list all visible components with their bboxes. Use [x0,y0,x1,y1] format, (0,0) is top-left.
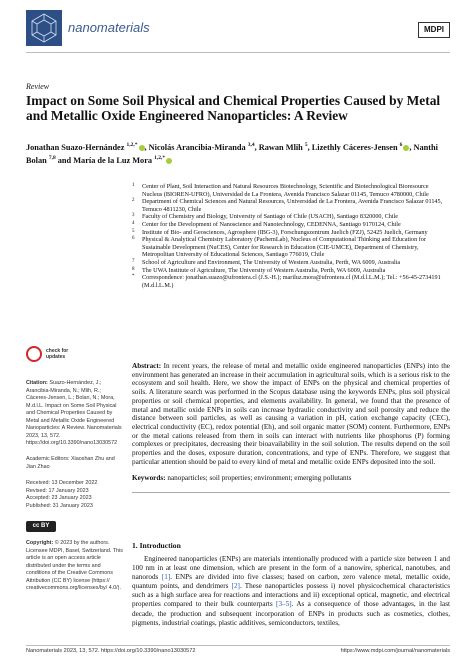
cc-license-badge[interactable]: cc BY [26,521,56,532]
section-heading: 1. Introduction [132,541,181,550]
affiliation-item [132,229,450,237]
editors-text: Xiaoshan Zhu and Jian Zhao [26,456,115,470]
ref-link-1[interactable]: [1] [161,573,171,582]
affiliation-number: 5 [132,228,135,234]
affiliation-text: Center of Plant, Soil Interaction and Natural Resources Biotechnology, Scientific and Biotechnological Bioresource Nucleus (BIOREN-UFRO), Universidad de La Frontera, Avenida Francisco Salazar 01145, Temuco 4780000, Chile [142,183,429,198]
keywords [132,474,450,483]
editors-block [26,456,124,471]
affiliation-item [132,221,450,229]
affiliation-text: Center for the Development of Nanoscience and Nanotechnology, CEDENNA, Santiago 9170124, Chile [142,220,401,228]
footer-journal-link[interactable]: https://www.mdpi.com/journal/nanomaterials [340,648,450,654]
author-name: , Rawan Mlih [254,142,305,152]
footer-divider [26,645,450,646]
author-name: Jonathan Suazo-Hernández [26,142,127,152]
affiliation-number: 2 [132,198,135,204]
author-name: , Lizethly Cáceres-Jensen [307,142,400,152]
affiliation-text: School of Agriculture and Environment, The University of Western Australia, Perth, WA 6009, Australia [142,258,401,266]
check-updates-line2: updates [46,354,66,360]
dates-block [26,480,124,510]
intro-text-2: . ENPs are divided into five classes; based on carbon, zero valence metal, metallic oxide, quantum points, and dendrimers [132,573,450,591]
keywords-label: Keywords: [132,474,166,482]
abstract [132,362,450,466]
affiliation-number: 3 [132,213,135,219]
author-name: and María de la Luz Mora [55,155,155,165]
keywords-text: nanoparticles; soil properties; environment; emerging pollutants [167,474,352,482]
citation-text: Suazo-Hernández, J.; Arancibia-Miranda, N.; Mlih, R.; Cáceres-Jensen, L.; Bolan, N.; Mora, M.d.l.L. Impact on Some Soil Physical and Chemical Properties Caused by Metal and Metallic Oxide Engineered Nanoparticles: A Review. Nanomaterials 2023, 13, 572. https://doi.org/10.3390/nano13030572 [26,380,122,446]
affiliation-item [132,183,450,198]
author-name: , Nicolás Arancibia-Miranda [144,142,248,152]
article-type: Review [26,82,50,91]
intro-text-1: Engineered nanoparticles (ENPs) are materials intentionally produced with a particle size between 1 and 100 nm in at least one dimension, which are present in the form of a nanowire, spherical, nanotubes, and nanorods [132,555,450,582]
author-name: , Nanthi Bolan [26,142,438,165]
affiliation-text: The UWA Institute of Agriculture, The University of Western Australia, Perth, WA 6009, Australia [142,266,386,274]
author-affiliation-marker: 1,2,* [154,154,166,161]
author-affiliation-marker: 6 [399,142,403,148]
author-affiliation-marker: 7,8 [48,154,56,161]
date-row: Accepted: 23 January 2023 [26,495,92,501]
author-list [26,140,446,166]
intro-paragraph [132,555,450,628]
copyright-text: © 2023 by the authors. Licensee MDPI, Basel, Switzerland. This article is an open access article distributed under the terms and conditions of the Creative Commons Attribution (CC BY) license (https:// creativecommons.org/licenses/by/ 4.0/). [26,540,123,591]
affiliation-text: Department of Chemical Sciences and Natural Resources, Universidad de La Frontera, Avenida Francisco Salazar 01145, Temuco 4811230, Chile [142,198,443,213]
affiliation-text: Institute of Bio- and Geosciences, Agrosphere (IBG-3), Forschungszentrum Juelich (FZJ), 52425 Juelich, Germany [142,228,428,236]
abstract-text: In recent years, the release of metal and metallic oxide engineered nanoparticles (ENPs) into the environment has generated an increase in their accumulation in agricultural soils, which is a serious risk to the ecosystem and soil health. Here, we show the impact of ENPs on the physical and chemical properties of soils. A literature search was performed in the Scopus database using the keywords ENPs, plus soil physical properties or soil chemical properties, and elements availability. In general, we found that the presence of metal and metallic oxide ENPs in soils can increase hydraulic conductivity and soil porosity and reduce the distance between soil particles, as well as causing a variation in pH, cation exchange capacity (CEC), electrical conductivity (EC), redox potential (Eh), and soil organic matter (SOM) content. Furthermore, ENPs or the metal cations released from them in soils can interact with nutrients like phosphorus (P) forming complexes or precipitates, decreasing their bioavailability in the soil solution. The results depend on the soil properties and the doses, exposure duration, concentrations, and type of ENPs. Therefore, we suggest that particular attention should be paid to every kind of metal and metallic oxide ENPs deposited into the soil. [132,362,450,466]
affiliation-text: Correspondence: jonathan.suazo@ufrontera.cl (J.S.-H.); mariluz.mora@ufrontera.cl (M.d.l.L.M.); Tel.: +56-45-2734191 (M.d.l.L.M.) [142,274,441,289]
crossmark-icon [26,346,42,362]
date-row: Published: 31 January 2023 [26,502,93,509]
affiliation-item [132,259,450,267]
date-row: Received: 13 December 2022 [26,480,98,486]
affiliation-item [132,213,450,221]
affiliation-item [132,267,450,275]
date-row: Revised: 17 January 2023 [26,487,89,494]
author-affiliation-marker: 3,4 [247,142,255,148]
affiliation-number: 1 [132,183,135,188]
ref-link-2[interactable]: [2] [231,582,240,591]
nanomaterials-logo-icon [26,10,62,46]
citation-label: Citation: [26,380,48,386]
journal-header [26,10,450,50]
affiliations [132,183,450,289]
publisher-logo: MDPI [418,22,450,38]
affiliation-item [132,274,450,289]
article-title: Impact on Some Soil Physical and Chemical Properties Caused by Metal and Metallic Oxide Engineered Nanoparticles: A Review [26,93,441,123]
affiliation-number: * [132,274,135,280]
editors-label: Academic Editors: [26,456,70,462]
check-for-updates-button[interactable] [26,346,86,366]
page-footer [26,648,450,654]
check-updates-line1: check for [46,348,69,354]
author-affiliation-marker: 1,2,* [126,142,138,148]
copyright-label: Copyright: [26,540,54,546]
affiliation-text: Faculty of Chemistry and Biology, University of Santiago of Chile (USACH), Santiago 8320000, Chile [142,213,399,221]
journal-name: nanomaterials [68,20,150,35]
intro-text-4: . As a consequence of those advantages, in the last decade, the production and subsequent incorporation of ENPs in products such as cosmetics, clothes, pigments, industrial coatings, plastic additives, semiconductors, textiles, [132,600,450,627]
affiliation-number: 7 [132,258,135,264]
header-divider [26,52,450,53]
affiliation-text: Physical & Analytical Chemistry Laboratory (PachemLab), Nucleus of Computational Thinking and Education for Sustainable Development (NuCES), Center for Research in Education (CIE-UMCE), Department of Chemistry, Metropolitan University of Educational Sciences, Santiago 776019, Chile [142,236,426,259]
copyright-block [26,540,124,593]
intro-text-3: . These nanoparticles possess i) novel physicochemical characteristics such as a high surface area for reactions and interactions and ii) exceptional optical, magnetic, and electrical properties compared to their bulk counterparts [132,582,450,609]
footer-citation: Nanomaterials 2023, 13, 572. https://doi.org/10.3390/nano13030572 [26,648,196,654]
affiliation-number: 4 [132,220,135,226]
affiliation-number: 6 [132,236,135,242]
abstract-label: Abstract: [132,362,162,370]
author-affiliation-marker: 5 [304,142,308,148]
orcid-icon[interactable] [166,158,172,164]
abstract-divider [132,492,450,493]
affiliation-item [132,198,450,213]
affiliation-number: 8 [132,266,135,272]
affiliation-item [132,236,450,259]
citation-block [26,380,124,448]
ref-link-3[interactable]: [3–5] [276,600,292,609]
